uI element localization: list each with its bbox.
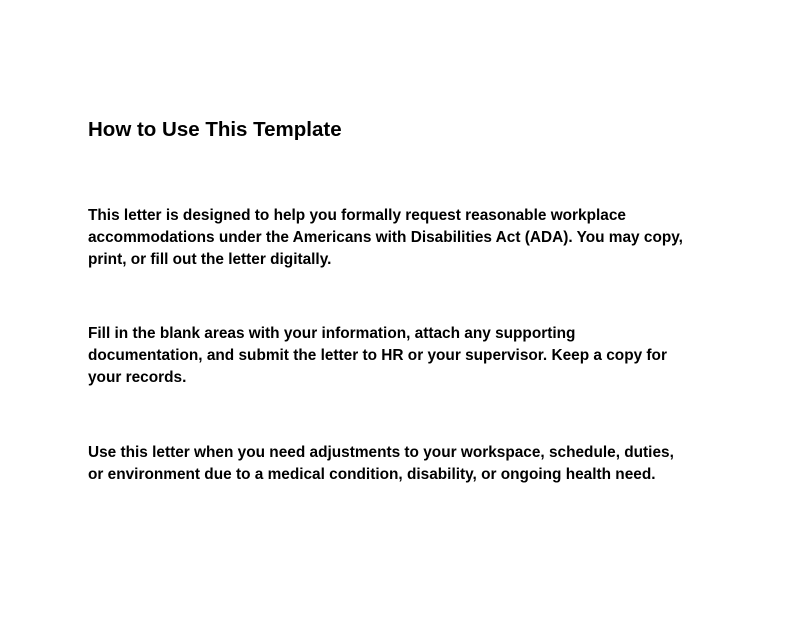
paragraph-line: print, or fill out the letter digitally. xyxy=(88,251,332,268)
paragraph-line: or environment due to a medical condition, disability, or ongoing health need. xyxy=(88,466,656,483)
instructions-paragraph xyxy=(88,323,667,389)
paragraph-line: documentation, and submit the letter to HR or your supervisor. Keep a copy for xyxy=(88,347,667,364)
intro-paragraph xyxy=(88,205,683,271)
paragraph-line: Fill in the blank areas with your information, attach any supporting xyxy=(88,325,576,342)
paragraph-line: your records. xyxy=(88,369,187,386)
paragraph-line: Use this letter when you need adjustments to your workspace, schedule, duties, xyxy=(88,444,674,461)
paragraph-line: accommodations under the Americans with Disabilities Act (ADA). You may copy, xyxy=(88,229,683,246)
page-title: How to Use This Template xyxy=(88,118,342,141)
paragraph-line: This letter is designed to help you formally request reasonable workplace xyxy=(88,207,626,224)
usage-paragraph xyxy=(88,442,674,486)
